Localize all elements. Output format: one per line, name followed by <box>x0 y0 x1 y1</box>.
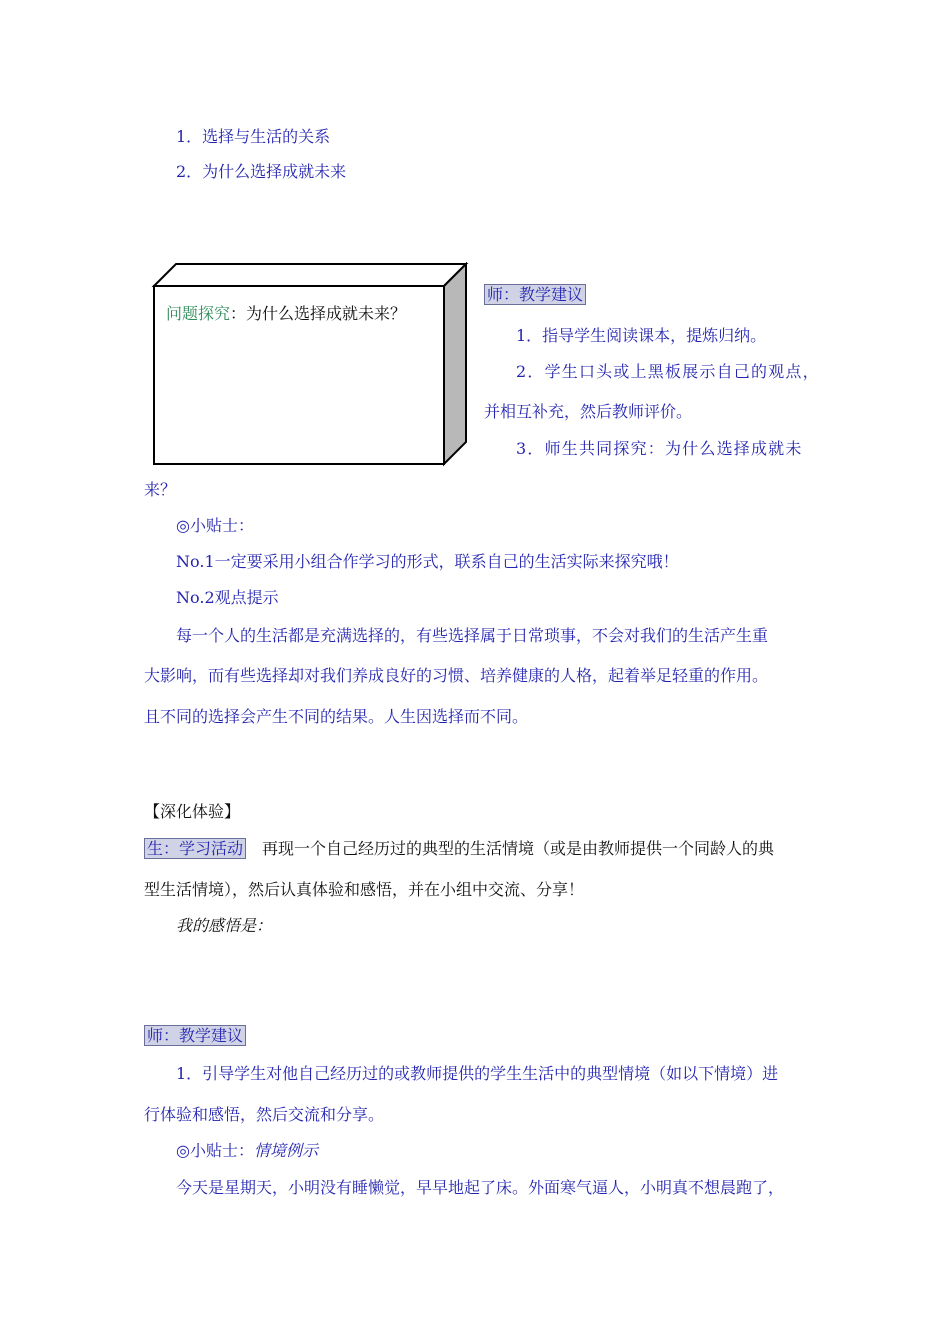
advice2-line-1: 1．引导学生对他自己经历过的或教师提供的学生生活中的典型情境（如以下情境）进 <box>176 1064 779 1083</box>
advice-point-2b: 并相互补充，然后教师评价。 <box>484 402 693 421</box>
outline-item-2: 2．为什么选择成就未来 <box>176 162 347 181</box>
advice2-line-2: 行体验和感悟，然后交流和分享。 <box>144 1105 385 1124</box>
section-heading-deepen: 【深化体验】 <box>144 802 241 821</box>
teacher-advice-tag-2: 师：教学建议 <box>144 1025 246 1047</box>
advice-point-1: 1．指导学生阅读课本，提炼归纳。 <box>516 326 767 345</box>
advice-point-3a: 3．师生共同探究：为什么选择成就未 <box>516 439 803 458</box>
tip-no2: No.2观点提示 <box>176 588 279 607</box>
inquiry-label: 问题探究 <box>166 304 231 323</box>
student-activity-tag: 生：学习活动 <box>144 838 246 860</box>
activity-line-2: 型生活情境），然后认真体验和感悟，并在小组中交流、分享！ <box>144 880 585 899</box>
activity-line-1: 再现一个自己经历过的典型的生活情境（或是由教师提供一个同龄人的典 <box>262 839 775 858</box>
tips-example: 情境例示 <box>253 1141 318 1160</box>
box-frame <box>150 262 470 468</box>
outline-item-1: 1．选择与生活的关系 <box>176 127 331 146</box>
tip-no1: No.1一定要采用小组合作学习的形式，联系自己的生活实际来探究哦！ <box>176 552 679 571</box>
inquiry-box <box>150 262 470 472</box>
tips-heading-2: ◎小贴士：情境例示 <box>176 1141 318 1160</box>
tip-paragraph-line-3: 且不同的选择会产生不同的结果。人生因选择而不同。 <box>144 707 529 726</box>
story-line-1: 今天是星期天，小明没有睡懒觉，早早地起了床。外面寒气逼人，小明真不想晨跑了， <box>176 1178 785 1197</box>
advice-point-3b: 来？ <box>144 480 177 499</box>
advice-point-2a: 2．学生口头或上黑板展示自己的观点， <box>516 362 820 381</box>
tip-paragraph-line-2: 大影响，而有些选择却对我们养成良好的习惯、培养健康的人格，起着举足轻重的作用。 <box>144 666 769 685</box>
tip-paragraph-line-1: 每一个人的生活都是充满选择的，有些选择属于日常琐事，不会对我们的生活产生重 <box>176 626 769 645</box>
tips-heading-1: ◎小贴士： <box>176 516 254 535</box>
reflection-prompt: 我的感悟是： <box>176 916 273 935</box>
inquiry-question: ：为什么选择成就未来？ <box>230 304 407 323</box>
inquiry-text <box>166 303 406 325</box>
teacher-advice-tag-1: 师：教学建议 <box>484 284 586 306</box>
